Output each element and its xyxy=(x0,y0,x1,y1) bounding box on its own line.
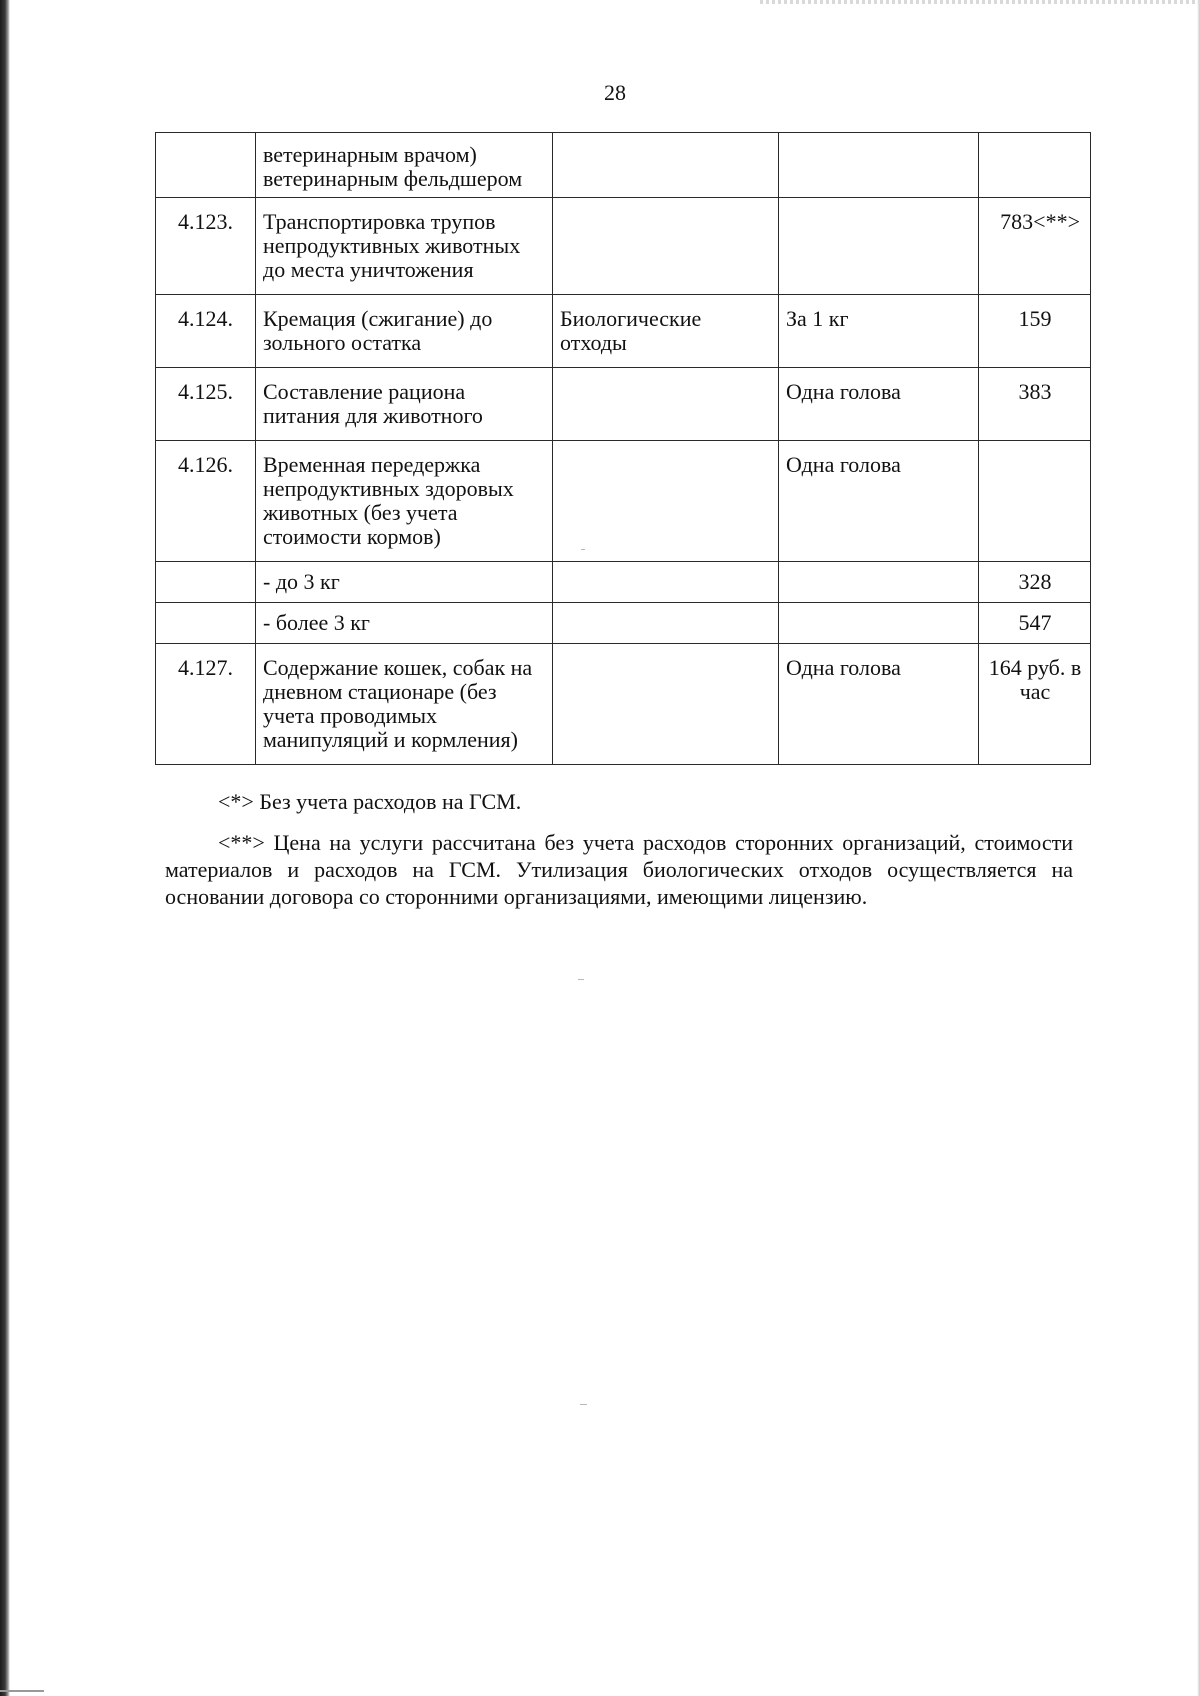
table-row xyxy=(156,368,1091,441)
service-name: - более 3 кг xyxy=(256,603,553,644)
scan-speck xyxy=(578,979,584,980)
material-cell xyxy=(553,133,779,198)
row-number xyxy=(156,562,256,603)
price-table xyxy=(155,132,1091,765)
service-name: Содержание кошек, собак на дневном стационаре (без учета проводимых манипуляций и кормления) xyxy=(256,644,553,765)
service-name: - до 3 кг xyxy=(256,562,553,603)
material-cell xyxy=(553,198,779,295)
price-cell: 328 xyxy=(979,562,1091,603)
footnotes xyxy=(165,788,1073,910)
material-cell xyxy=(553,644,779,765)
price-cell: 164 руб. в час xyxy=(979,644,1091,765)
price-cell: 783<**> xyxy=(979,198,1091,295)
table-row xyxy=(156,133,1091,198)
footnote-single-star: <*> Без учета расходов на ГСМ. xyxy=(218,789,522,814)
price-cell: 547 xyxy=(979,603,1091,644)
service-name: Временная передержка непродуктивных здоровых животных (без учета стоимости кормов) xyxy=(256,441,553,562)
row-number: 4.126. xyxy=(156,441,256,562)
material-cell xyxy=(553,562,779,603)
table-row xyxy=(156,295,1091,368)
unit-cell: Одна голова xyxy=(779,368,979,441)
service-name: Составление рациона питания для животного xyxy=(256,368,553,441)
table-row xyxy=(156,644,1091,765)
row-number xyxy=(156,133,256,198)
scan-speck xyxy=(580,1404,587,1405)
unit-cell xyxy=(779,198,979,295)
unit-cell: Одна голова xyxy=(779,644,979,765)
footnote-double-star: <**> Цена на услуги рассчитана без учета расходов сторонних организаций, стоимости материалов и расходов на ГСМ. Утилизация биологических отходов осуществляется на основании договора со сторонними организациями, имеющими лицензию. xyxy=(165,830,1073,909)
table-row xyxy=(156,603,1091,644)
scan-top-edge xyxy=(760,0,1200,4)
row-number: 4.127. xyxy=(156,644,256,765)
unit-cell xyxy=(779,603,979,644)
material-cell xyxy=(553,441,779,562)
price-cell: 383 xyxy=(979,368,1091,441)
table-row xyxy=(156,441,1091,562)
row-number xyxy=(156,603,256,644)
service-name: Кремация (сжигание) до зольного остатка xyxy=(256,295,553,368)
service-name: ветеринарным врачом) ветеринарным фельдшером xyxy=(256,133,553,198)
price-cell xyxy=(979,441,1091,562)
material-cell: Биологические отходы xyxy=(553,295,779,368)
price-cell xyxy=(979,133,1091,198)
table-row xyxy=(156,198,1091,295)
table-row xyxy=(156,562,1091,603)
unit-cell: Одна голова xyxy=(779,441,979,562)
service-name: Транспортировка трупов непродуктивных животных до места уничтожения xyxy=(256,198,553,295)
unit-cell xyxy=(779,133,979,198)
row-number: 4.124. xyxy=(156,295,256,368)
unit-cell: За 1 кг xyxy=(779,295,979,368)
page-number: 28 xyxy=(604,80,626,105)
row-number: 4.123. xyxy=(156,198,256,295)
unit-cell xyxy=(779,562,979,603)
material-cell xyxy=(553,603,779,644)
price-cell: 159 xyxy=(979,295,1091,368)
row-number: 4.125. xyxy=(156,368,256,441)
material-cell xyxy=(553,368,779,441)
scan-bottom-mark xyxy=(0,1690,44,1692)
scan-left-edge xyxy=(0,0,10,1696)
